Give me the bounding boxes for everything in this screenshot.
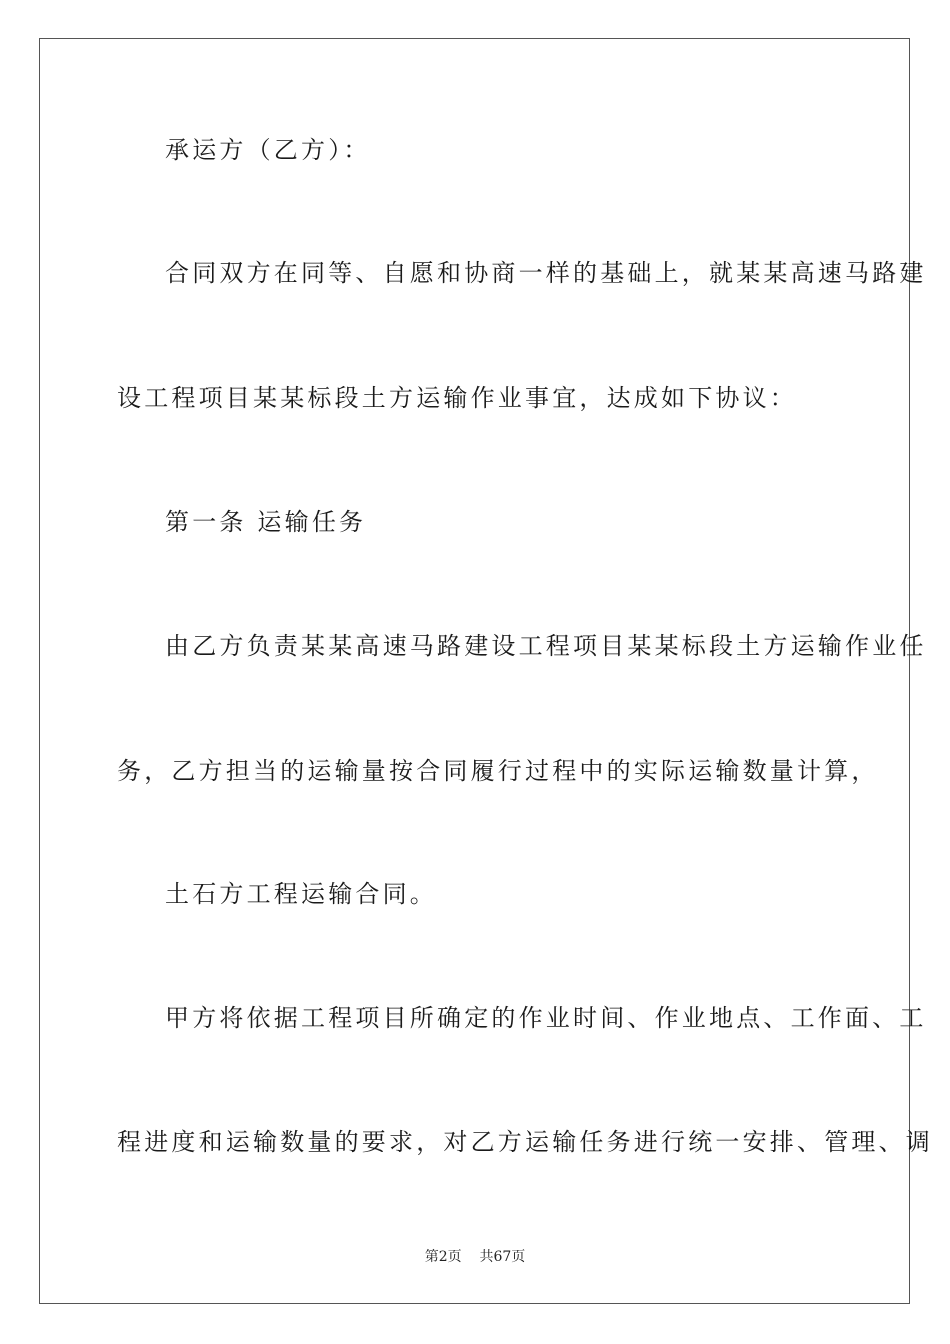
page-number-footer: 第2页 共67页 bbox=[424, 1249, 526, 1265]
paragraph-intro-line-2: 设工程项目某某标段土方运输作业事宜，达成如下协议： bbox=[117, 384, 797, 412]
article-one-heading: 第一条 运输任务 bbox=[165, 508, 367, 536]
paragraph-intro-line-1: 合同双方在同等、自愿和协商一样的基础上，就某某高速马路建 bbox=[165, 259, 927, 287]
paragraph-arrangement-line-2: 程进度和运输数量的要求，对乙方运输任务进行统一安排、管理、调 bbox=[117, 1128, 933, 1156]
paragraph-task-line-2: 务，乙方担当的运输量按合同履行过程中的实际运输数量计算， bbox=[117, 757, 879, 785]
paragraph-task-line-1: 由乙方负责某某高速马路建设工程项目某某标段土方运输作业任 bbox=[165, 632, 927, 660]
page-border bbox=[39, 38, 933, 1304]
contract-title-line: 土石方工程运输合同。 bbox=[165, 880, 437, 908]
paragraph-arrangement-line-1: 甲方将依据工程项目所确定的作业时间、作业地点、工作面、工 bbox=[165, 1004, 927, 1032]
carrier-party-line: 承运方（乙方）： bbox=[165, 136, 371, 164]
